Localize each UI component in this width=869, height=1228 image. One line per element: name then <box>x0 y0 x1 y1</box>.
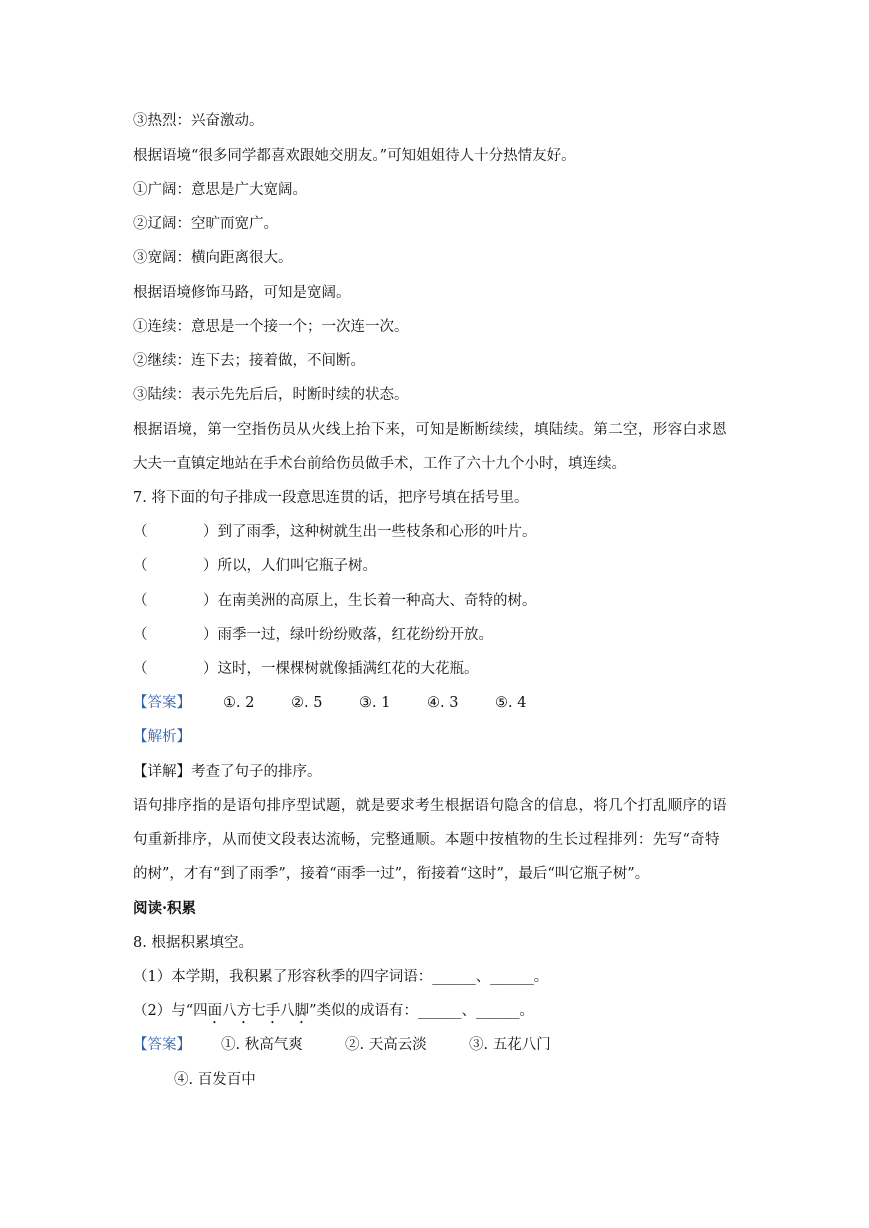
answer-tag: 【答案】 <box>133 1037 191 1053</box>
explanation-line: 的树”，才有“到了雨季”，接着“雨季一过”，衔接着“这时”，最后“叫它瓶子树”。 <box>133 866 650 882</box>
sequence-item-text: 所以，人们叫它瓶子树。 <box>217 558 377 574</box>
sequence-item <box>133 625 493 645</box>
sub2-suffix: ”类似的成语有：______、______。 <box>309 1003 535 1019</box>
blank-open-paren: （ <box>133 558 148 574</box>
sequence-item <box>133 556 377 576</box>
answer-item: ⑤. 4 <box>495 695 527 711</box>
idiom-char: 四 <box>193 1003 208 1019</box>
answer-item: ②. 天高云淡 <box>345 1037 427 1053</box>
sequence-item <box>133 522 537 542</box>
text-line: 根据语境，第一空指伤员从火线上抬下来，可知是断断续续，填陆续。第二空，形容白求恩 <box>133 422 727 438</box>
detail-line: 【详解】考查了句子的排序。 <box>133 764 322 780</box>
text-line: 根据语境修饰马路，可知是宽阔。 <box>133 285 351 301</box>
answer-item: ④. 3 <box>427 695 459 711</box>
answer-item: ①. 2 <box>223 695 255 711</box>
answer-item: ①. 秋高气爽 <box>221 1037 303 1053</box>
idiom-char-emphasized: 面 <box>207 1003 223 1019</box>
text-line: ②辽阔：空旷而宽广。 <box>133 216 278 232</box>
blank-close-paren: ） <box>203 593 218 609</box>
answer-item: ③. 1 <box>359 695 391 711</box>
text-line: ①广阔：意思是广大宽阔。 <box>133 182 307 198</box>
answer-row <box>133 1035 551 1055</box>
blank-close-paren: ） <box>203 661 218 677</box>
sequence-item-text: 雨季一过，绿叶纷纷败落，红花纷纷开放。 <box>217 627 493 643</box>
question-8-sub-2 <box>133 1001 534 1027</box>
blank-open-paren: （ <box>133 627 148 643</box>
explanation-line: 句重新排序，从而使文段表达流畅，完整通顺。本题中按植物的生长过程排列：先写“奇特 <box>133 832 720 848</box>
blank-open-paren: （ <box>133 661 148 677</box>
text-line: ③宽阔：横向距离很大。 <box>133 250 293 266</box>
blank-close-paren: ） <box>203 524 218 540</box>
question-8-sub-1: （1）本学期，我积累了形容秋季的四字词语：______、______。 <box>133 969 549 985</box>
idiom-char-emphasized: 手 <box>265 1003 281 1019</box>
text-line: ③热烈：兴奋激动。 <box>133 113 264 129</box>
sequence-item-text: 到了雨季，这种树就生出一些枝条和心形的叶片。 <box>217 524 537 540</box>
answer-item: ④. 百发百中 <box>174 1072 256 1088</box>
idiom-char-emphasized: 脚 <box>294 1003 310 1019</box>
analysis-tag: 【解析】 <box>133 729 191 745</box>
answer-row <box>133 693 526 713</box>
idiom-char-emphasized: 方 <box>236 1003 252 1019</box>
text-line: ①连续：意思是一个接一个；一次连一次。 <box>133 319 409 335</box>
blank-close-paren: ） <box>203 627 218 643</box>
answer-tag: 【答案】 <box>133 695 191 711</box>
answer-item: ③. 五花八门 <box>469 1037 551 1053</box>
text-line: 根据语境“很多同学都喜欢跟她交朋友。”可知姐姐待人十分热情友好。 <box>133 148 576 164</box>
section-heading: 阅读·积累 <box>133 900 197 917</box>
text-line: 大夫一直镇定地站在手术台前给伤员做手术，工作了六十九个小时，填连续。 <box>133 456 626 472</box>
sequence-item-text: 这时，一棵棵树就像插满红花的大花瓶。 <box>217 661 479 677</box>
blank-open-paren: （ <box>133 524 148 540</box>
question-8-title: 8. 根据积累填空。 <box>133 935 253 951</box>
idiom-char: 八 <box>222 1003 237 1019</box>
question-7-title: 7. 将下面的句子排成一段意思连贯的话，把序号填在括号里。 <box>133 490 529 506</box>
blank-open-paren: （ <box>133 593 148 609</box>
idiom-char: 八 <box>280 1003 295 1019</box>
sequence-item <box>133 659 479 679</box>
sub2-prefix: （2）与“ <box>133 1003 194 1019</box>
answer-item: ②. 5 <box>291 695 323 711</box>
idiom-char: 七 <box>251 1003 266 1019</box>
text-line: ③陆续：表示先先后后，时断时续的状态。 <box>133 387 409 403</box>
text-line: ②继续：连下去；接着做，不间断。 <box>133 353 365 369</box>
sequence-item <box>133 591 537 611</box>
explanation-line: 语句排序指的是语句排序型试题，就是要求考生根据语句隐含的信息，将几个打乱顺序的语 <box>133 798 727 814</box>
sequence-item-text: 在南美洲的高原上，生长着一种高大、奇特的树。 <box>217 593 537 609</box>
blank-close-paren: ） <box>203 558 218 574</box>
